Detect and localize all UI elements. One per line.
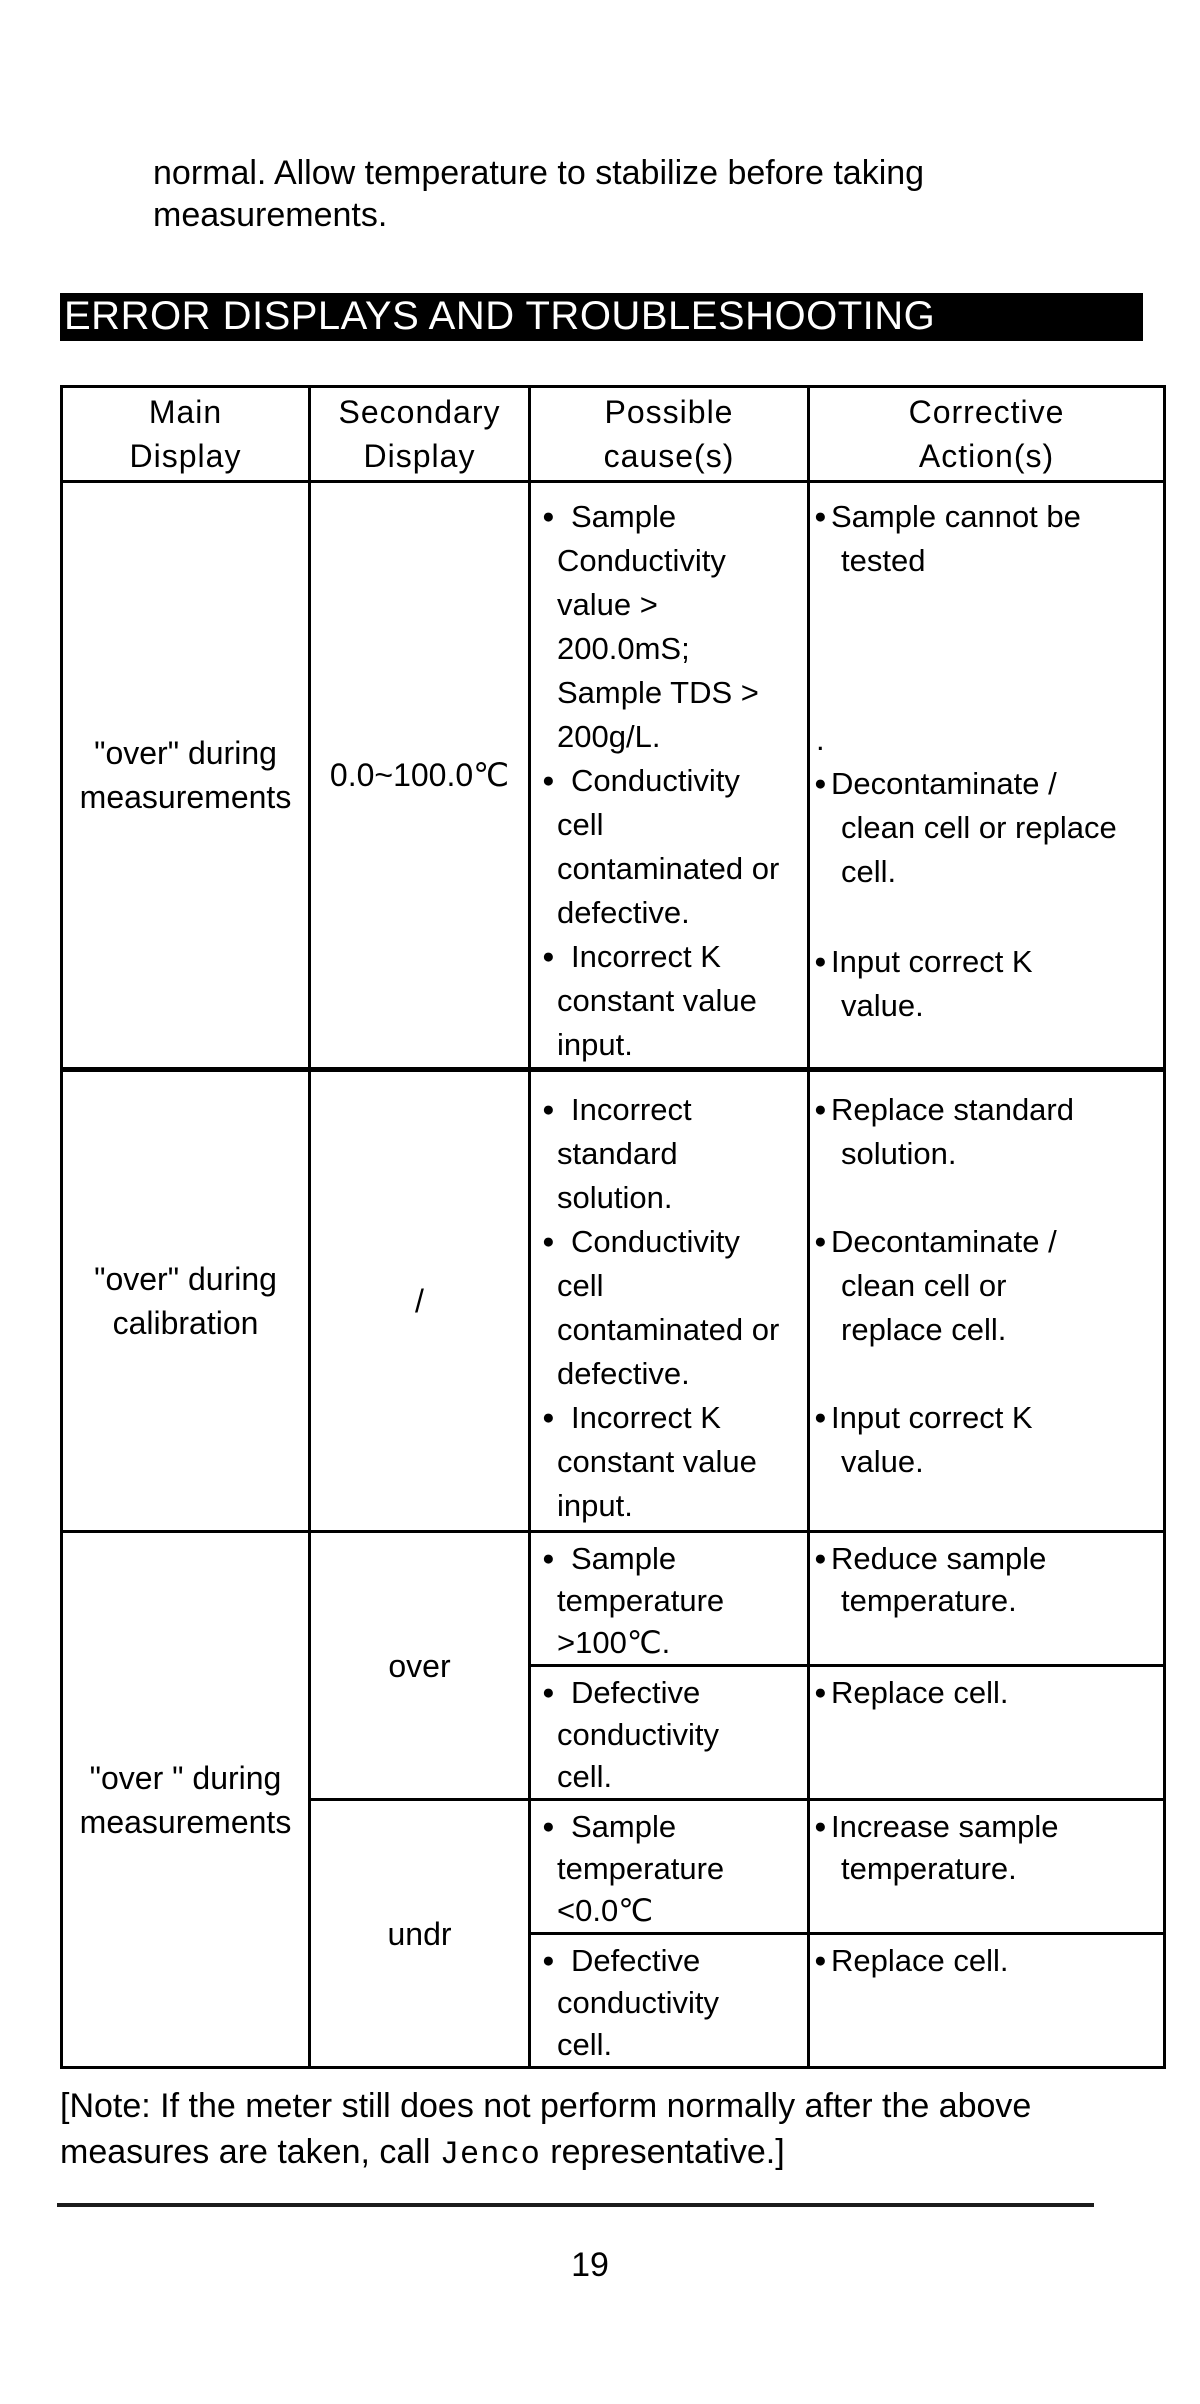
action-line: temperature. (841, 1583, 1017, 1618)
action-item (814, 1538, 1161, 1622)
action-line: replace cell. (841, 1312, 1007, 1347)
cause-line: Incorrect K (571, 1400, 721, 1435)
bullet-icon: ● (542, 1547, 555, 1570)
cause-line: input. (557, 1027, 633, 1062)
action-item (814, 1220, 1161, 1352)
header-corrective-actions (809, 387, 1165, 482)
cause-item (539, 1396, 805, 1528)
cell-line: / (415, 1283, 424, 1319)
cell-line: "over" during (94, 735, 277, 771)
cell-line: "over " during (89, 1759, 282, 1796)
bullet-icon: ● (542, 1815, 555, 1838)
action-line: Increase sample (831, 1809, 1059, 1844)
bullet-icon: ● (542, 1406, 555, 1429)
header-line: Possible (604, 394, 734, 430)
action-line: Decontaminate / (831, 1224, 1057, 1259)
cell-line: 0.0~100.0℃ (329, 757, 510, 793)
action-line: tested (841, 543, 926, 578)
header-line: Display (129, 438, 242, 474)
cause-line: cell. (557, 1759, 613, 1794)
secondary-display-cell (310, 482, 530, 1070)
cause-line: standard (557, 1136, 678, 1171)
action-line: clean cell or (841, 1268, 1007, 1303)
action-line: Input correct K (831, 1400, 1033, 1435)
action-line: Replace cell. (831, 1943, 1009, 1978)
header-line: Secondary (338, 394, 501, 430)
action-line: Replace standard (831, 1092, 1074, 1127)
header-line: Main (148, 394, 223, 430)
cause-line: Sample (571, 1809, 677, 1844)
bullet-icon: ● (542, 505, 555, 528)
corrective-actions-cell (809, 1934, 1165, 2068)
cause-line: Conductivity (571, 1224, 740, 1259)
bullet-icon: ● (542, 945, 555, 968)
cause-line: 200g/L. (557, 719, 661, 754)
header-line: Display (363, 438, 476, 474)
action-line: Replace cell. (831, 1675, 1009, 1710)
cause-line: Sample (571, 499, 677, 534)
action-item (814, 940, 1161, 1028)
page-number: 19 (571, 2246, 609, 2284)
cause-line: Sample TDS > (557, 675, 759, 710)
action-item (814, 1806, 1161, 1890)
cause-line: 200.0mS; (557, 631, 690, 666)
bullet-icon: ● (542, 769, 555, 792)
cause-line: temperature (557, 1583, 725, 1618)
action-line: cell. (841, 854, 897, 889)
cause-line: input. (557, 1488, 633, 1523)
action-item (814, 1088, 1161, 1176)
action-line: Reduce sample (831, 1541, 1047, 1576)
possible-causes-cell (530, 1800, 809, 1934)
cause-line: Incorrect K (571, 939, 721, 974)
cause-line: conductivity (557, 1985, 719, 2020)
bullet-icon: ● (542, 1230, 555, 1253)
cause-line: Conductivity (557, 543, 726, 578)
cause-item (539, 1538, 805, 1664)
bullet-icon: ● (814, 1815, 827, 1838)
section-title: ERROR DISPLAYS AND TROUBLESHOOTING (64, 294, 936, 338)
cause-item (539, 1940, 805, 2066)
cause-line: constant value (557, 1444, 757, 1479)
cause-line: value > (557, 587, 658, 622)
cause-item (539, 1088, 805, 1220)
action-line: value. (841, 988, 924, 1023)
cause-line: contaminated or (557, 851, 780, 886)
footer-divider (57, 2203, 1094, 2207)
action-item (814, 1672, 1161, 1714)
cause-line: temperature (557, 1851, 725, 1886)
action-item (814, 762, 1161, 894)
action-line: solution. (841, 1136, 957, 1171)
note-line-2-prefix: measures are taken, call (60, 2133, 440, 2171)
cause-item (539, 935, 805, 1067)
main-display-cell (62, 1532, 310, 2068)
brand-name: Jenco (439, 2136, 541, 2173)
action-line: Sample cannot be (831, 499, 1081, 534)
bullet-icon: ● (814, 1230, 827, 1253)
bullet-icon: ● (814, 1949, 827, 1972)
header-secondary-display (310, 387, 530, 482)
note-line-2 (60, 2129, 1031, 2178)
footnote (60, 2083, 1031, 2178)
cause-line: Incorrect (571, 1092, 692, 1127)
action-item (814, 1396, 1161, 1484)
cell-line: measurements (79, 779, 292, 815)
bullet-icon: ● (814, 950, 827, 973)
possible-causes-cell (530, 1666, 809, 1800)
cause-line: Defective (571, 1943, 701, 1978)
note-line-2-suffix: representative.] (540, 2133, 785, 2171)
cell-line: calibration (112, 1305, 259, 1341)
bullet-icon: ● (814, 772, 827, 795)
cause-line: Sample (571, 1541, 677, 1576)
cause-line: Conductivity (571, 763, 740, 798)
cause-line: cell (557, 807, 604, 842)
bullet-icon: ● (542, 1098, 555, 1121)
corrective-actions-cell (809, 1070, 1165, 1532)
cause-line: conductivity (557, 1717, 719, 1752)
secondary-display-cell (310, 1070, 530, 1532)
corrective-actions-cell (809, 1800, 1165, 1934)
possible-causes-cell (530, 1934, 809, 2068)
corrective-actions-cell (809, 482, 1165, 1070)
header-line: Action(s) (918, 438, 1055, 474)
possible-causes-cell (530, 1070, 809, 1532)
header-line: Corrective (908, 394, 1065, 430)
cause-item (539, 759, 805, 935)
cause-line: <0.0℃ (557, 1893, 654, 1928)
cause-line: constant value (557, 983, 757, 1018)
header-possible-causes (530, 387, 809, 482)
action-line: . (816, 722, 825, 757)
table-header-row (62, 387, 1165, 482)
cell-line: over (388, 1647, 451, 1684)
cell-line: "over" during (94, 1261, 277, 1297)
table-row (62, 1070, 1165, 1532)
bullet-icon: ● (814, 1547, 827, 1570)
troubleshooting-table (60, 385, 1166, 2069)
bullet-icon: ● (542, 1681, 555, 1704)
cause-line: solution. (557, 1180, 673, 1215)
stray-period (814, 718, 1161, 762)
cause-line: contaminated or (557, 1312, 780, 1347)
action-line: temperature. (841, 1851, 1017, 1886)
intro-text (153, 152, 924, 236)
action-line: Decontaminate / (831, 766, 1057, 801)
cause-line: defective. (557, 1356, 690, 1391)
cause-item (539, 1672, 805, 1798)
cause-item (539, 1220, 805, 1396)
bullet-icon: ● (814, 1406, 827, 1429)
cause-line: >100℃. (557, 1625, 671, 1660)
main-display-cell (62, 1070, 310, 1532)
header-main-display (62, 387, 310, 482)
table-row (62, 482, 1165, 1070)
section-header-bar (60, 293, 1143, 341)
cause-item (539, 1806, 805, 1932)
action-line: clean cell or replace (841, 810, 1117, 845)
table-row (62, 1532, 1165, 1666)
bullet-icon: ● (814, 505, 827, 528)
cause-line: defective. (557, 895, 690, 930)
action-line: value. (841, 1444, 924, 1479)
bullet-icon: ● (542, 1949, 555, 1972)
main-display-cell (62, 482, 310, 1070)
cause-item (539, 495, 805, 759)
secondary-display-cell (310, 1800, 530, 2068)
note-line-1: [Note: If the meter still does not perform normally after the above (60, 2087, 1032, 2125)
possible-causes-cell (530, 482, 809, 1070)
secondary-display-cell (310, 1532, 530, 1800)
bullet-icon: ● (814, 1681, 827, 1704)
intro-line-1: normal. Allow temperature to stabilize before taking (153, 154, 925, 192)
possible-causes-cell (530, 1532, 809, 1666)
action-line: Input correct K (831, 944, 1033, 979)
cause-line: Defective (571, 1675, 701, 1710)
bullet-icon: ● (814, 1098, 827, 1121)
cause-line: cell (557, 1268, 604, 1303)
corrective-actions-cell (809, 1666, 1165, 1800)
action-item (814, 495, 1161, 583)
header-line: cause(s) (603, 438, 735, 474)
corrective-actions-cell (809, 1532, 1165, 1666)
action-item (814, 1940, 1161, 1982)
intro-line-2: measurements. (153, 196, 388, 234)
cell-line: undr (387, 1915, 452, 1952)
cell-line: measurements (79, 1803, 292, 1840)
cause-line: cell. (557, 2027, 613, 2062)
